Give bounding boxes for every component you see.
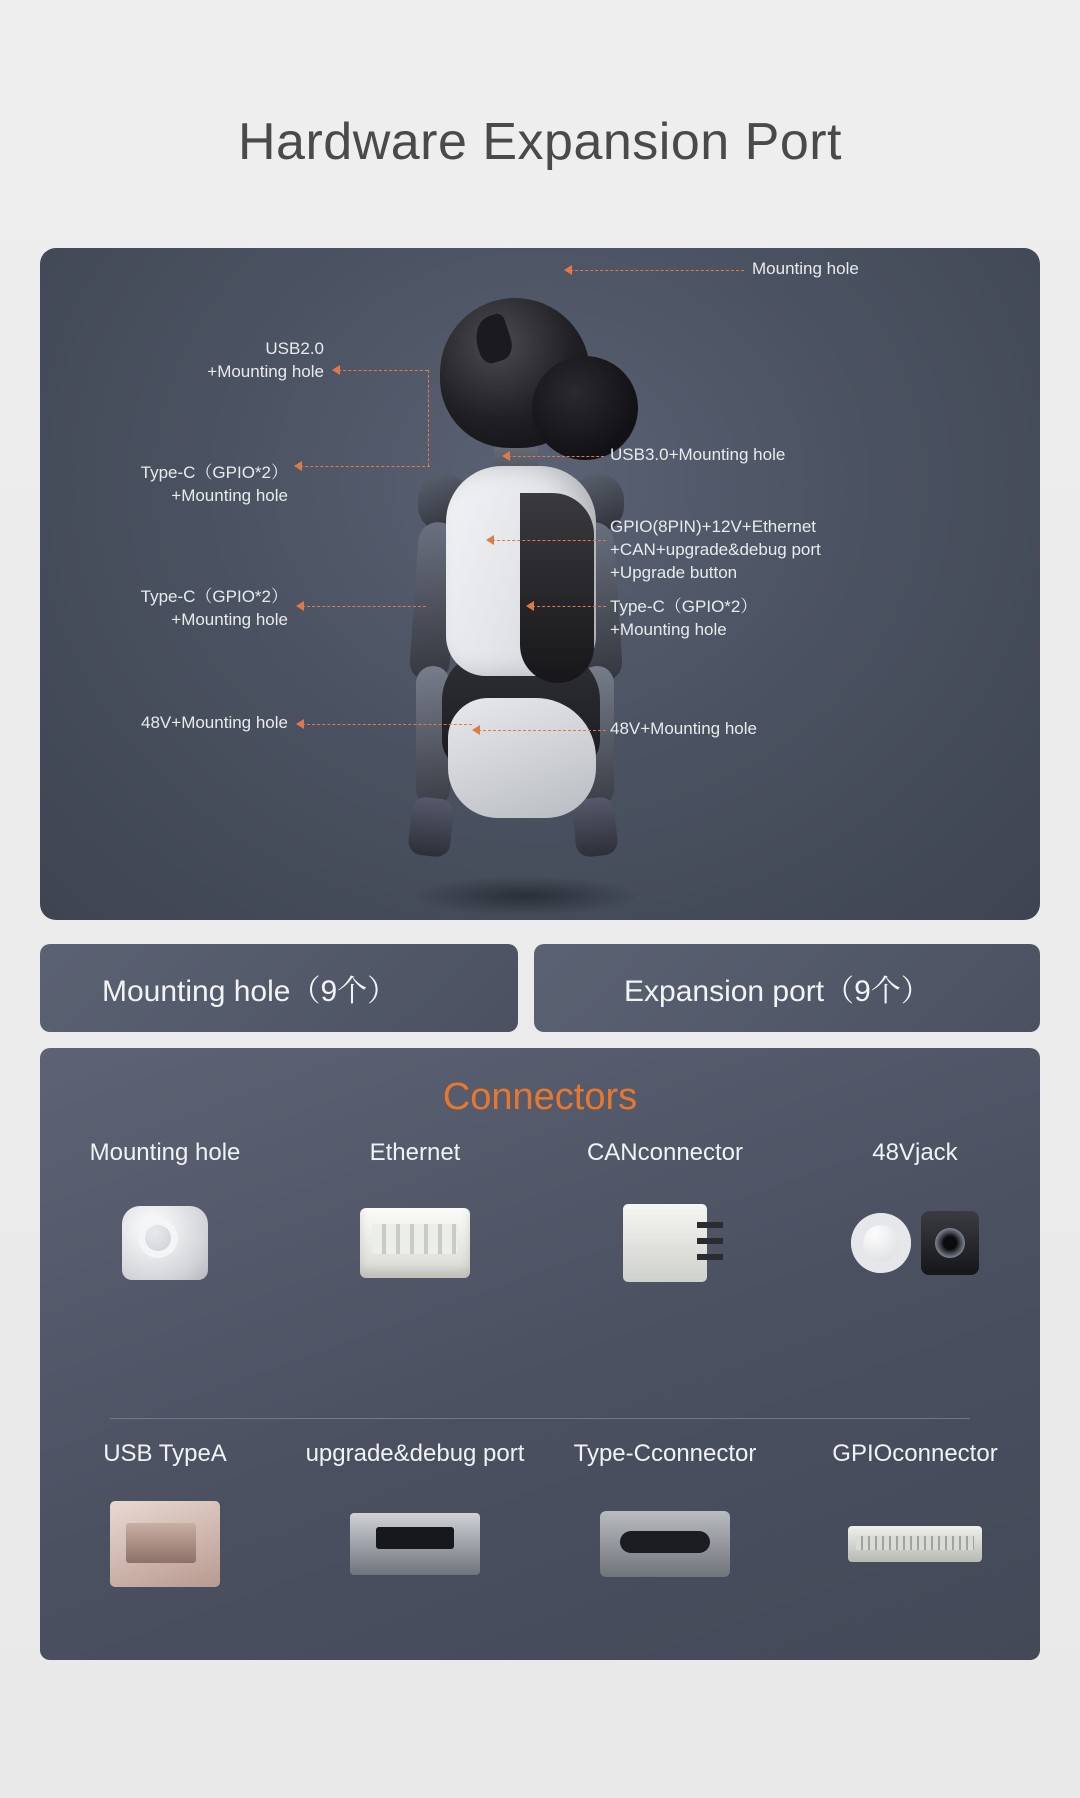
leader-line-typec-upper-left <box>300 466 430 467</box>
callout-typec-lower-left <box>50 586 288 632</box>
robot-shadow <box>410 876 640 916</box>
page-title: Hardware Expansion Port <box>237 113 842 171</box>
connector-item-gpio <box>790 1440 1040 1604</box>
connector-label: Type-Cconnector <box>573 1440 757 1467</box>
callout-line: USB3.0+Mounting hole <box>610 445 786 464</box>
connector-item-ethernet <box>290 1139 540 1303</box>
leader-line-usb30 <box>508 456 604 457</box>
connectors-panel <box>40 1048 1040 1660</box>
callout-line: USB2.0 <box>265 339 324 358</box>
leader-line-typec-lower-left <box>302 606 426 607</box>
connector-item-can <box>540 1139 790 1303</box>
callout-typec-right <box>610 596 757 642</box>
ethernet-connector-part <box>290 1183 540 1303</box>
mounting-hole-part <box>40 1183 290 1303</box>
robot-head <box>440 298 590 448</box>
leader-line-48v-left <box>302 724 472 725</box>
callout-usb20 <box>80 338 324 384</box>
leader-arrow-gpio-block <box>486 535 494 545</box>
robot-pelvis <box>448 698 596 818</box>
48v-nut <box>851 1213 911 1273</box>
leader-arrow-typec-lower-left <box>296 601 304 611</box>
leader-line-usb20-v <box>428 370 429 466</box>
leader-arrow-48v-left <box>296 719 304 729</box>
callout-48v-left <box>50 712 288 735</box>
callout-line: +CAN+upgrade&debug port <box>610 539 821 559</box>
connector-item-upgrade-debug <box>290 1440 540 1604</box>
connector-label: Ethernet <box>369 1139 461 1166</box>
usb-typea-part <box>40 1484 290 1604</box>
callout-typec-upper-left <box>50 462 288 508</box>
leader-line-typec-right <box>532 606 606 607</box>
leader-arrow-usb20 <box>332 365 340 375</box>
connector-label: CANconnector <box>586 1139 744 1166</box>
48v-barrel-jack <box>921 1211 979 1275</box>
leader-arrow-mounting-hole-top <box>564 265 572 275</box>
callout-line: Mounting hole <box>752 259 859 278</box>
connector-label: Mounting hole <box>89 1139 241 1166</box>
card-mounting-hole[interactable] <box>40 944 518 1032</box>
connectors-title: Connectors <box>442 1076 638 1118</box>
callout-line: 48V+Mounting hole <box>610 719 757 738</box>
connector-label: USB TypeA <box>103 1440 227 1467</box>
leader-line-mounting-hole-top <box>570 270 744 271</box>
leader-line-48v-right <box>478 730 606 731</box>
typec-connector-part <box>540 1484 790 1604</box>
connectors-divider <box>110 1418 970 1419</box>
callout-line: +Mounting hole <box>171 609 288 629</box>
summary-cards <box>40 944 1040 1032</box>
connector-item-usb-typea <box>40 1440 290 1604</box>
connector-label: 48Vjack <box>872 1139 958 1166</box>
connector-label: GPIOconnector <box>832 1440 998 1467</box>
connectors-row-2 <box>40 1440 1040 1604</box>
callout-line: +Upgrade button <box>610 562 738 582</box>
callout-mounting-hole-top <box>752 258 859 281</box>
callout-line: +Mounting hole <box>207 361 324 381</box>
leader-arrow-48v-right <box>472 725 480 735</box>
callout-line: 48V+Mounting hole <box>141 713 288 732</box>
callout-gpio-block <box>610 516 821 585</box>
card-expansion-port[interactable] <box>534 944 1040 1032</box>
leader-arrow-usb30 <box>502 451 510 461</box>
connector-item-mounting-hole <box>40 1139 290 1303</box>
connector-item-48v-jack <box>790 1139 1040 1303</box>
leader-line-gpio-block <box>492 540 606 541</box>
robot-hand-left <box>407 796 455 858</box>
can-connector-part <box>540 1183 790 1303</box>
callout-line: GPIO(8PIN)+12V+Ethernet <box>610 517 816 536</box>
48v-jack-part <box>790 1183 1040 1303</box>
leader-arrow-typec-right <box>526 601 534 611</box>
robot-ear <box>470 312 517 366</box>
callout-line: Type-C（GPIO*2） <box>140 463 288 482</box>
callout-line: +Mounting hole <box>171 485 288 505</box>
upgrade-debug-port-part <box>290 1484 540 1604</box>
callout-48v-right <box>610 718 757 741</box>
connector-item-typec <box>540 1440 790 1604</box>
callout-line: Type-C（GPIO*2） <box>610 597 758 616</box>
card-expansion-port-label: Expansion port（9个） <box>624 975 931 1008</box>
leader-line-usb20-h <box>338 370 428 371</box>
robot-diagram-panel <box>40 248 1040 920</box>
robot-torso-panel <box>520 493 594 683</box>
callout-line: +Mounting hole <box>610 619 727 639</box>
card-mounting-hole-label: Mounting hole（9个） <box>102 975 398 1008</box>
callout-usb30 <box>610 444 785 467</box>
connector-label: upgrade&debug port <box>305 1440 525 1467</box>
connectors-row-2-wrap <box>40 1440 1040 1604</box>
connectors-row-1 <box>40 1139 1040 1303</box>
leader-arrow-typec-upper-left <box>294 461 302 471</box>
gpio-connector-part <box>790 1484 1040 1604</box>
callout-line: Type-C（GPIO*2） <box>140 587 288 606</box>
